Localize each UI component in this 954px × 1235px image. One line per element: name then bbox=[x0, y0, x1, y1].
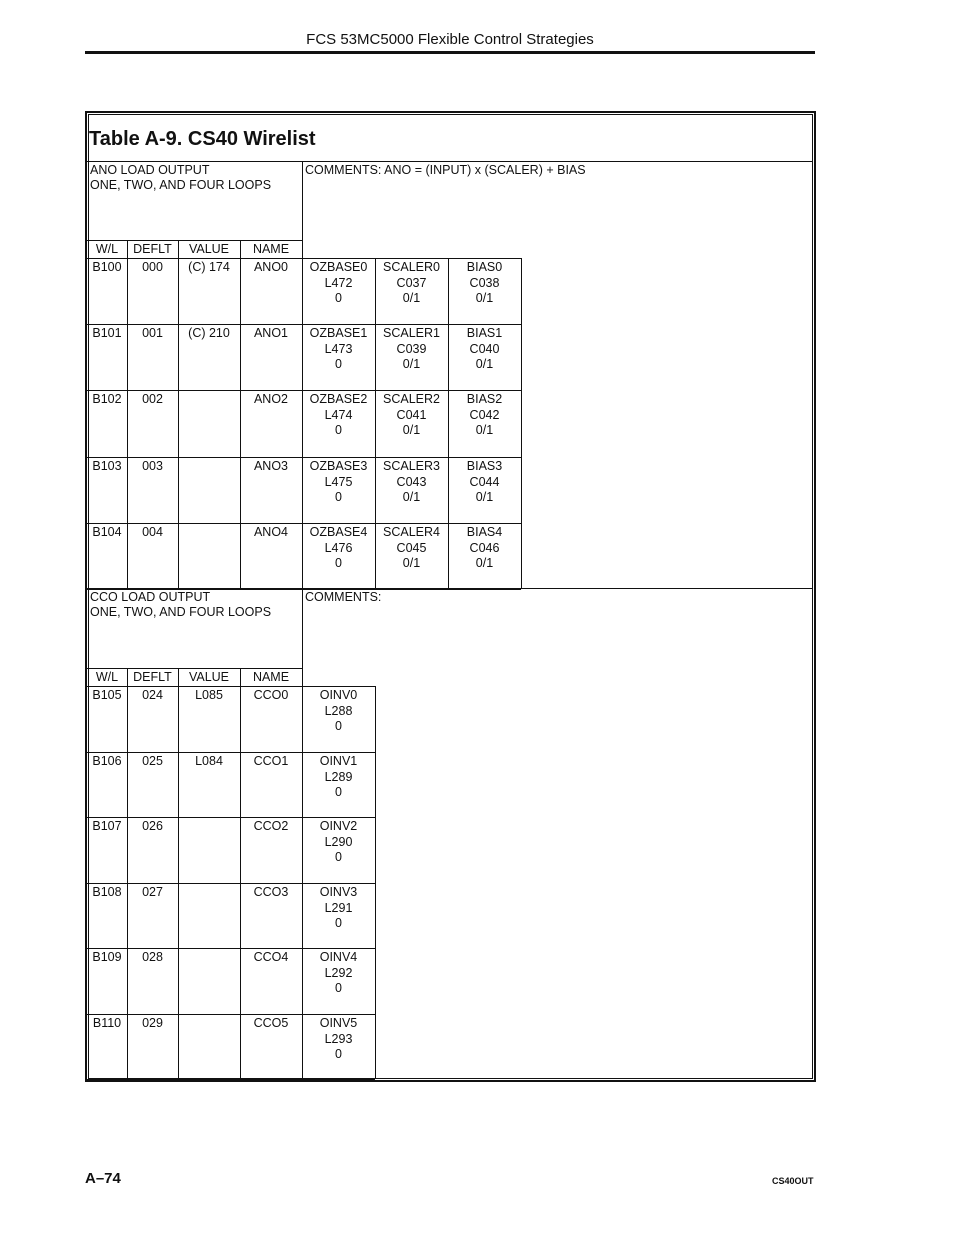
column-header-value: VALUE bbox=[188, 242, 230, 256]
column-separator bbox=[302, 668, 303, 686]
parameter-name: OINV0 bbox=[319, 688, 358, 702]
cell-name: CCO3 bbox=[253, 885, 289, 899]
parameter-cell bbox=[448, 525, 521, 572]
parameter-cell bbox=[448, 392, 521, 439]
column-header-rule bbox=[87, 240, 302, 241]
parameter-cell bbox=[375, 392, 448, 439]
parameter-name: SCALER4 bbox=[383, 525, 440, 539]
parameter-default: 0 bbox=[335, 850, 342, 864]
parameter-cell bbox=[302, 950, 375, 997]
parameter-name: OZBASE0 bbox=[309, 260, 368, 274]
parameter-cell bbox=[302, 688, 375, 735]
parameter-default: 0 bbox=[335, 1047, 342, 1061]
section-comments: COMMENTS: ANO = (INPUT) x (SCALER) + BIAS bbox=[305, 163, 586, 177]
cell-deflt: 004 bbox=[142, 525, 163, 539]
parameter-cell bbox=[448, 326, 521, 373]
table-row-rule bbox=[87, 390, 521, 391]
section-heading-divider bbox=[302, 588, 303, 668]
cell-deflt: 026 bbox=[142, 819, 163, 833]
column-header-name: NAME bbox=[252, 670, 290, 684]
column-separator bbox=[240, 240, 241, 258]
column-separator bbox=[302, 686, 303, 1079]
cell-value: L084 bbox=[195, 754, 223, 768]
parameter-default: 0 bbox=[335, 490, 342, 504]
parameter-default: 0/1 bbox=[402, 291, 421, 305]
cell-wl: B110 bbox=[92, 1016, 122, 1030]
parameter-address: L475 bbox=[324, 474, 353, 489]
cell-deflt: 028 bbox=[142, 950, 163, 964]
parameter-name: OINV2 bbox=[319, 819, 358, 833]
cell-value: L085 bbox=[195, 688, 223, 702]
cell-name: ANO2 bbox=[253, 392, 289, 406]
parameter-name: BIAS4 bbox=[466, 525, 503, 539]
column-header-value: VALUE bbox=[188, 670, 230, 684]
parameter-name: OZBASE2 bbox=[309, 392, 368, 406]
parameter-address: L291 bbox=[324, 900, 353, 915]
cell-wl: B103 bbox=[92, 459, 122, 473]
cell-deflt: 024 bbox=[142, 688, 163, 702]
cell-wl: B104 bbox=[92, 525, 122, 539]
parameter-address: C039 bbox=[396, 341, 427, 356]
parameter-address: C041 bbox=[396, 407, 427, 422]
table-row-rule bbox=[87, 457, 521, 458]
section-subheading: ONE, TWO, AND FOUR LOOPS bbox=[90, 178, 272, 192]
parameter-name: OZBASE3 bbox=[309, 459, 368, 473]
parameter-default: 0/1 bbox=[402, 490, 421, 504]
column-separator bbox=[302, 258, 303, 589]
column-header-wl: W/L bbox=[95, 670, 119, 684]
section-heading: CCO LOAD OUTPUT bbox=[90, 590, 211, 604]
section-subheading: ONE, TWO, AND FOUR LOOPS bbox=[90, 605, 272, 619]
cell-deflt: 003 bbox=[142, 459, 163, 473]
parameter-address: C044 bbox=[469, 474, 500, 489]
cell-name: ANO3 bbox=[253, 459, 289, 473]
parameter-name: OINV4 bbox=[319, 950, 358, 964]
column-separator bbox=[127, 668, 128, 686]
cell-deflt: 002 bbox=[142, 392, 163, 406]
parameter-cell bbox=[375, 260, 448, 307]
parameter-cell bbox=[448, 459, 521, 506]
column-separator bbox=[448, 258, 449, 589]
parameter-cell bbox=[375, 459, 448, 506]
cell-wl: B109 bbox=[92, 950, 122, 964]
parameter-name: OINV1 bbox=[319, 754, 358, 768]
parameter-default: 0 bbox=[335, 785, 342, 799]
parameter-cell bbox=[302, 392, 375, 439]
document-code: CS40OUT bbox=[772, 1176, 814, 1186]
parameter-address: C043 bbox=[396, 474, 427, 489]
cell-name: CCO4 bbox=[253, 950, 289, 964]
parameter-address: L292 bbox=[324, 965, 353, 980]
parameter-default: 0/1 bbox=[402, 556, 421, 570]
parameter-name: OINV5 bbox=[319, 1016, 358, 1030]
cell-deflt: 025 bbox=[142, 754, 163, 768]
header-rule bbox=[85, 51, 815, 54]
table-row-rule bbox=[87, 752, 375, 753]
parameter-address: L472 bbox=[324, 275, 353, 290]
parameter-name: SCALER2 bbox=[383, 392, 440, 406]
parameter-default: 0 bbox=[335, 556, 342, 570]
section-heading: ANO LOAD OUTPUT bbox=[90, 163, 210, 177]
column-separator bbox=[178, 258, 179, 589]
parameter-cell bbox=[302, 885, 375, 932]
parameter-default: 0/1 bbox=[475, 556, 494, 570]
column-separator bbox=[240, 668, 241, 686]
table-row-rule bbox=[87, 817, 375, 818]
parameter-address: L474 bbox=[324, 407, 353, 422]
parameter-cell bbox=[302, 819, 375, 866]
cell-deflt: 029 bbox=[142, 1016, 163, 1030]
cell-name: CCO0 bbox=[253, 688, 289, 702]
cell-name: ANO1 bbox=[253, 326, 289, 340]
cell-deflt: 000 bbox=[142, 260, 163, 274]
parameter-default: 0/1 bbox=[475, 291, 494, 305]
parameter-address: C046 bbox=[469, 540, 500, 555]
section-divider bbox=[87, 588, 813, 589]
parameter-default: 0 bbox=[335, 357, 342, 371]
cell-wl: B101 bbox=[92, 326, 122, 340]
parameter-address: C038 bbox=[469, 275, 500, 290]
parameter-default: 0 bbox=[335, 916, 342, 930]
parameter-name: SCALER1 bbox=[383, 326, 440, 340]
section-divider bbox=[87, 161, 813, 162]
table-row-rule bbox=[87, 883, 375, 884]
cell-deflt: 027 bbox=[142, 885, 163, 899]
cell-wl: B106 bbox=[92, 754, 122, 768]
cell-name: CCO1 bbox=[253, 754, 289, 768]
parameter-default: 0/1 bbox=[402, 357, 421, 371]
column-header-wl: W/L bbox=[95, 242, 119, 256]
cell-value: (C) 210 bbox=[188, 326, 230, 340]
parameter-address: C040 bbox=[469, 341, 500, 356]
parameter-name: BIAS2 bbox=[466, 392, 503, 406]
column-header-deflt: DEFLT bbox=[133, 242, 172, 256]
parameter-default: 0 bbox=[335, 291, 342, 305]
parameter-cell bbox=[302, 1016, 375, 1063]
page-number: A–74 bbox=[85, 1170, 121, 1187]
column-separator bbox=[521, 258, 522, 589]
table-row-rule bbox=[87, 686, 375, 687]
column-separator bbox=[302, 240, 303, 258]
cell-name: CCO5 bbox=[253, 1016, 289, 1030]
parameter-name: BIAS3 bbox=[466, 459, 503, 473]
table-title: Table A-9. CS40 Wirelist bbox=[89, 128, 316, 150]
column-header-rule bbox=[87, 668, 302, 669]
cell-wl: B105 bbox=[92, 688, 122, 702]
parameter-cell bbox=[302, 260, 375, 307]
cell-wl: B100 bbox=[92, 260, 122, 274]
cell-deflt: 001 bbox=[142, 326, 163, 340]
column-separator bbox=[127, 240, 128, 258]
cell-wl: B102 bbox=[92, 392, 122, 406]
parameter-address: L293 bbox=[324, 1031, 353, 1046]
parameter-cell bbox=[302, 525, 375, 572]
parameter-address: L289 bbox=[324, 769, 353, 784]
cell-name: CCO2 bbox=[253, 819, 289, 833]
table-row-rule bbox=[87, 1014, 375, 1015]
column-separator bbox=[375, 258, 376, 589]
parameter-address: L290 bbox=[324, 834, 353, 849]
column-separator bbox=[240, 686, 241, 1079]
column-separator bbox=[178, 668, 179, 686]
page-header-title: FCS 53MC5000 Flexible Control Strategies bbox=[306, 31, 594, 48]
parameter-cell bbox=[302, 326, 375, 373]
section-heading-divider bbox=[302, 161, 303, 240]
parameter-default: 0 bbox=[335, 981, 342, 995]
parameter-default: 0 bbox=[335, 423, 342, 437]
section-comments: COMMENTS: bbox=[305, 590, 382, 604]
parameter-address: L288 bbox=[324, 703, 353, 718]
parameter-address: L476 bbox=[324, 540, 353, 555]
parameter-name: SCALER0 bbox=[383, 260, 440, 274]
table-row-rule bbox=[87, 258, 521, 259]
parameter-cell bbox=[375, 525, 448, 572]
parameter-address: C037 bbox=[396, 275, 427, 290]
cell-name: ANO4 bbox=[253, 525, 289, 539]
parameter-default: 0/1 bbox=[402, 423, 421, 437]
parameter-cell bbox=[375, 326, 448, 373]
parameter-name: OZBASE1 bbox=[309, 326, 368, 340]
parameter-cell bbox=[302, 754, 375, 801]
cell-value: (C) 174 bbox=[188, 260, 230, 274]
parameter-name: OINV3 bbox=[319, 885, 358, 899]
table-row-rule bbox=[87, 1079, 375, 1080]
table-row-rule bbox=[87, 324, 521, 325]
column-separator bbox=[240, 258, 241, 589]
parameter-address: C045 bbox=[396, 540, 427, 555]
parameter-cell bbox=[448, 260, 521, 307]
cell-name: ANO0 bbox=[253, 260, 289, 274]
table-row-rule bbox=[87, 523, 521, 524]
column-separator bbox=[178, 240, 179, 258]
parameter-address: C042 bbox=[469, 407, 500, 422]
column-separator bbox=[375, 686, 376, 1079]
cell-wl: B108 bbox=[92, 885, 122, 899]
parameter-default: 0/1 bbox=[475, 357, 494, 371]
parameter-name: BIAS0 bbox=[466, 260, 503, 274]
parameter-name: OZBASE4 bbox=[309, 525, 368, 539]
column-separator bbox=[127, 686, 128, 1079]
column-header-deflt: DEFLT bbox=[133, 670, 172, 684]
table-row-rule bbox=[87, 948, 375, 949]
cell-wl: B107 bbox=[92, 819, 122, 833]
parameter-name: BIAS1 bbox=[466, 326, 503, 340]
parameter-default: 0/1 bbox=[475, 423, 494, 437]
column-header-name: NAME bbox=[252, 242, 290, 256]
parameter-default: 0 bbox=[335, 719, 342, 733]
parameter-cell bbox=[302, 459, 375, 506]
parameter-default: 0/1 bbox=[475, 490, 494, 504]
parameter-address: L473 bbox=[324, 341, 353, 356]
parameter-name: SCALER3 bbox=[383, 459, 440, 473]
column-separator bbox=[178, 686, 179, 1079]
column-separator bbox=[127, 258, 128, 589]
